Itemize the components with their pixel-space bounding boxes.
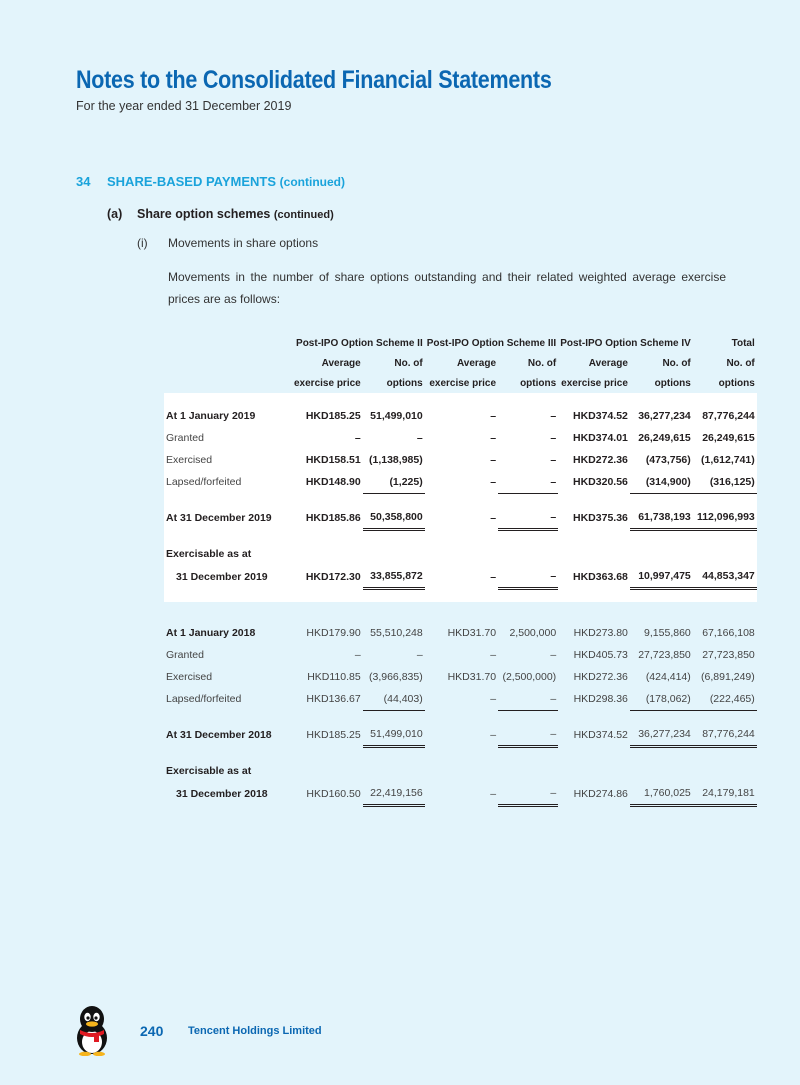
column-header: options: [520, 377, 557, 389]
table-cell: (1,138,985): [363, 449, 425, 471]
table-row: [164, 471, 757, 494]
table-cell: –: [425, 565, 498, 589]
table-cell: (314,900): [630, 471, 693, 494]
table-cell: HKD31.70: [447, 627, 497, 639]
table-row: [164, 506, 757, 530]
table-cell: 1,760,025: [630, 782, 693, 806]
table-cell: HKD160.50: [306, 787, 361, 800]
table-cell: HKD172.30: [292, 565, 363, 589]
row-label: At 1 January 2018: [166, 627, 256, 639]
table-cell: HKD185.25: [292, 405, 363, 427]
table-cell: 27,723,850: [702, 649, 755, 661]
table-cell: 36,277,234: [630, 405, 693, 427]
table-cell: (178,062): [630, 688, 693, 711]
table-cell: –: [425, 471, 498, 494]
column-header: No. of: [527, 357, 557, 369]
table-cell: –: [550, 649, 557, 661]
table-cell: –: [490, 649, 497, 661]
table-cell: HKD179.90: [306, 627, 361, 639]
table-cell: –: [490, 787, 497, 800]
table-cell: HKD148.90: [292, 471, 363, 494]
table-cell: –: [498, 405, 558, 427]
section-title-text: SHARE-BASED PAYMENTS: [107, 174, 277, 189]
column-header-row-1: [164, 353, 757, 373]
table-cell: 2,500,000: [509, 627, 557, 639]
table-cell: 112,096,993: [693, 506, 757, 530]
table-cell: –: [425, 506, 498, 530]
table-cell: (222,465): [693, 688, 757, 711]
table-cell: HKD298.36: [573, 693, 628, 706]
table-cell: HKD273.80: [573, 627, 628, 639]
section-continued: (continued): [279, 175, 345, 189]
page-title: Notes to the Consolidated Financial Statements: [76, 66, 552, 94]
table-row: [164, 622, 757, 644]
table-cell: –: [498, 427, 558, 449]
table-cell: 26,249,615: [630, 427, 693, 449]
row-label: 31 December 2019: [164, 565, 292, 589]
subsection-i-title: Movements in share options: [168, 236, 319, 250]
row-label: Granted: [166, 649, 204, 661]
table-cell: (3,966,835): [369, 671, 423, 683]
table-cell: –: [425, 427, 498, 449]
table-row: [164, 760, 757, 782]
table-cell: –: [490, 728, 497, 741]
row-label: Lapsed/forfeited: [164, 471, 292, 494]
row-label: Exercisable as at: [166, 765, 252, 777]
subsection-a-number: (a): [107, 207, 123, 221]
table-cell: –: [498, 471, 558, 494]
subsection-a-title: [137, 207, 334, 221]
table-row: [164, 666, 757, 688]
company-name: Tencent Holdings Limited: [188, 1025, 322, 1037]
table-cell: (316,125): [693, 471, 757, 494]
table-cell: HKD374.52: [558, 405, 630, 427]
row-label: Exercised: [166, 671, 213, 683]
scheme-ii-header: Post-IPO Option Scheme II: [296, 337, 423, 349]
column-header: options: [386, 377, 423, 389]
section-title: [107, 174, 345, 189]
table-cell: –: [498, 565, 558, 589]
table-cell: 67,166,108: [702, 627, 755, 639]
total-header: Total: [731, 337, 755, 349]
table-row: [164, 644, 757, 666]
table-cell: 9,155,860: [644, 627, 691, 639]
table-cell: –: [498, 449, 558, 471]
column-header: Average: [456, 357, 497, 369]
subsection-i-number: (i): [137, 236, 148, 250]
table-cell: HKD272.36: [558, 449, 630, 471]
row-label: 31 December 2018: [176, 787, 268, 800]
table-cell: HKD405.73: [573, 649, 628, 661]
table-cell: HKD110.85: [307, 671, 361, 683]
table-cell: 44,853,347: [693, 565, 757, 589]
table-cell: HKD185.86: [292, 506, 363, 530]
table-row: [164, 543, 757, 565]
table-cell: HKD185.25: [306, 728, 361, 741]
table-cell: (6,891,249): [701, 671, 755, 683]
scheme-iii-header: Post-IPO Option Scheme III: [426, 337, 557, 349]
table-cell: 27,723,850: [638, 649, 691, 661]
table-cell: –: [363, 427, 425, 449]
row-label: Exercised: [164, 449, 292, 471]
table-cell: –: [292, 427, 363, 449]
table-cell: HKD31.70: [447, 671, 497, 683]
column-header: Average: [588, 357, 628, 369]
table-row: [164, 427, 757, 449]
share-options-table: [164, 333, 757, 807]
column-header: exercise price: [294, 377, 361, 389]
table-cell: –: [498, 506, 558, 530]
column-header: options: [654, 377, 691, 389]
table-cell: –: [425, 449, 498, 471]
column-header: exercise price: [561, 377, 628, 389]
subsection-a-title-text: Share option schemes: [137, 207, 271, 221]
row-label: Lapsed/forfeited: [166, 693, 242, 706]
table-cell: 55,510,248: [370, 627, 423, 639]
penguin-logo-icon: [72, 1004, 112, 1056]
table-row: [164, 565, 757, 589]
table-cell: (1,612,741): [693, 449, 757, 471]
table-row: [164, 723, 757, 747]
row-label: At 31 December 2019: [164, 506, 292, 530]
row-label: Granted: [164, 427, 292, 449]
table-cell: 51,499,010: [363, 723, 425, 747]
intro-paragraph: Movements in the number of share options outstanding and their related weighted average exercise prices are as follows:: [168, 270, 726, 306]
table-cell: HKD374.52: [573, 728, 628, 741]
table-cell: HKD320.56: [558, 471, 630, 494]
table-cell: (1,225): [363, 471, 425, 494]
table-cell: HKD272.36: [573, 671, 628, 683]
scheme-iv-header: Post-IPO Option Scheme IV: [560, 337, 691, 349]
section-number: 34: [76, 174, 91, 189]
column-header: No. of: [394, 357, 423, 369]
table-cell: 22,419,156: [363, 782, 425, 806]
column-header: exercise price: [429, 377, 497, 389]
scheme-header-row: [164, 333, 757, 353]
table-cell: 33,855,872: [363, 565, 425, 589]
table-cell: HKD374.01: [558, 427, 630, 449]
table-cell: 24,179,181: [693, 782, 757, 806]
table-cell: 50,358,800: [363, 506, 425, 530]
table-cell: –: [498, 782, 558, 806]
table-cell: (44,403): [363, 688, 425, 711]
column-header-row-2: [164, 373, 757, 393]
column-header: No. of: [726, 357, 755, 369]
table-cell: 61,738,193: [630, 506, 693, 530]
table-cell: (2,500,000): [502, 671, 557, 683]
table-row: [164, 782, 757, 806]
table-row: [164, 449, 757, 471]
table-row: [164, 688, 757, 711]
table-cell: 87,776,244: [693, 723, 757, 747]
table-cell: (424,414): [645, 671, 691, 683]
row-label: At 1 January 2019: [164, 405, 292, 427]
table-cell: –: [490, 693, 497, 706]
table-cell: –: [498, 688, 558, 711]
table-cell: HKD158.51: [292, 449, 363, 471]
table-cell: –: [425, 405, 498, 427]
table-cell: –: [416, 649, 423, 661]
row-label: Exercisable as at: [164, 543, 292, 565]
table-cell: 51,499,010: [363, 405, 425, 427]
column-header: No. of: [662, 357, 691, 369]
table-cell: HKD136.67: [306, 693, 361, 706]
table-cell: 87,776,244: [693, 405, 757, 427]
table-cell: 26,249,615: [693, 427, 757, 449]
column-header: options: [718, 377, 755, 389]
row-label: At 31 December 2018: [166, 728, 272, 741]
column-header: Average: [321, 357, 361, 369]
table-cell: 36,277,234: [630, 723, 693, 747]
page-number: 240: [140, 1023, 164, 1039]
table-cell: 10,997,475: [630, 565, 693, 589]
table-cell: –: [354, 649, 361, 661]
table-cell: –: [498, 723, 558, 747]
table-cell: HKD363.68: [558, 565, 630, 589]
table-cell: (473,756): [630, 449, 693, 471]
table-cell: HKD274.86: [573, 787, 628, 800]
page-subtitle: For the year ended 31 December 2019: [76, 99, 292, 113]
subsection-a-continued: (continued): [273, 209, 334, 221]
table-cell: HKD375.36: [558, 506, 630, 530]
table-row: [164, 405, 757, 427]
